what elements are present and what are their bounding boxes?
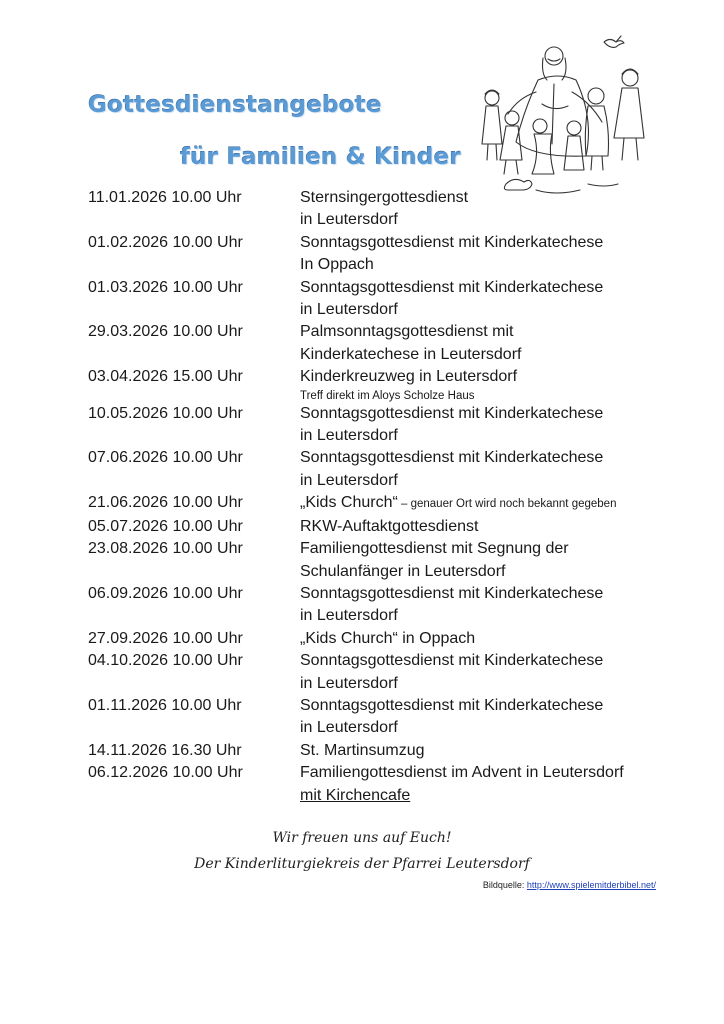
event-row [88, 277, 688, 322]
credit-label: Bildquelle: [482, 880, 525, 890]
event-title: St. Martinsumzug [300, 741, 425, 759]
event-title: Sonntagsgottesdienst mit Kinderkatechese [300, 278, 604, 296]
event-row [88, 695, 688, 740]
page-subtitle: für Familien & Kinder [180, 144, 461, 170]
event-location: in Leutersdorf [300, 607, 398, 625]
jesus-with-children-drawing-icon [476, 34, 658, 204]
event-title: RKW-Auftaktgottesdienst [300, 517, 479, 535]
event-title: Palmsonntagsgottesdienst mit [300, 323, 514, 341]
event-row [88, 628, 688, 650]
event-title: Sternsingergottesdienst [300, 189, 469, 206]
event-title: „Kids Church“ [300, 494, 398, 512]
event-note: Treff direkt im Aloys Scholze Haus [300, 389, 475, 402]
event-row [88, 583, 688, 628]
event-date: 06.12.2026 10.00 Uhr [88, 764, 243, 782]
event-date: 06.09.2026 10.00 Uhr [88, 584, 243, 602]
event-date: 04.10.2026 10.00 Uhr [88, 652, 243, 670]
closing-greeting: Wir freuen uns auf Euch! [272, 830, 452, 846]
event-date: 01.11.2026 10.00 Uhr [88, 696, 242, 714]
event-note: – genauer Ort wird noch bekannt gegeben [397, 498, 617, 511]
event-title: Sonntagsgottesdienst mit Kinderkatechese [300, 696, 604, 714]
event-date: 01.02.2026 10.00 Uhr [88, 233, 243, 251]
credit-link[interactable]: http://www.spielemitderbibel.net/ [526, 880, 656, 890]
closing-signature: Der Kinderliturgiekreis der Pfarrei Leutersdorf [194, 856, 530, 872]
event-location: in Leutersdorf [300, 674, 398, 692]
event-title: Sonntagsgottesdienst mit Kinderkatechese [300, 404, 604, 422]
event-row [88, 232, 688, 277]
event-title: Sonntagsgottesdienst mit Kinderkatechese [300, 233, 604, 251]
image-credit [483, 880, 656, 890]
event-date: 21.06.2026 10.00 Uhr [88, 494, 243, 512]
event-title-wrapper [300, 492, 688, 515]
event-date: 27.09.2026 10.00 Uhr [88, 629, 243, 647]
event-location: in Leutersdorf [300, 471, 398, 489]
event-title: Sonntagsgottesdienst mit Kinderkatechese [300, 584, 604, 602]
event-title: „Kids Church“ in Oppach [300, 629, 476, 647]
event-row [88, 516, 688, 538]
event-date: 03.04.2026 15.00 Uhr [88, 368, 243, 386]
event-row [88, 492, 688, 515]
event-date: 07.06.2026 10.00 Uhr [88, 449, 243, 467]
event-row [88, 366, 688, 402]
event-row [88, 762, 688, 807]
event-row [88, 187, 688, 232]
event-location: In Oppach [300, 256, 374, 274]
event-row [88, 650, 688, 695]
event-location: in Leutersdorf [300, 211, 398, 229]
event-date: 23.08.2026 10.00 Uhr [88, 540, 243, 558]
event-location: Schulanfänger in Leutersdorf [300, 562, 506, 580]
event-date: 10.05.2026 10.00 Uhr [88, 404, 243, 422]
event-row [88, 740, 688, 762]
event-title: Sonntagsgottesdienst mit Kinderkatechese [300, 449, 604, 467]
event-date: 29.03.2026 10.00 Uhr [88, 323, 243, 341]
event-list [88, 187, 688, 807]
event-row [88, 403, 688, 448]
event-location: in Leutersdorf [300, 427, 398, 445]
event-title: Kinderkreuzweg in Leutersdorf [300, 368, 518, 386]
event-date: 01.03.2026 10.00 Uhr [88, 278, 243, 296]
event-location: in Leutersdorf [300, 719, 398, 737]
event-title: Sonntagsgottesdienst mit Kinderkatechese [300, 652, 604, 670]
page-title: Gottesdienstangebote [88, 92, 382, 118]
event-title: Familiengottesdienst im Advent in Leutersdorf [300, 764, 624, 782]
event-extra: mit Kirchencafe [300, 786, 411, 804]
event-row [88, 321, 688, 366]
event-location: in Leutersdorf [300, 301, 398, 319]
event-date: 11.01.2026 10.00 Uhr [88, 189, 242, 206]
event-date: 14.11.2026 16.30 Uhr [88, 741, 242, 759]
event-title: Familiengottesdienst mit Segnung der [300, 540, 569, 558]
event-row [88, 447, 688, 492]
event-location: Kinderkatechese in Leutersdorf [300, 345, 522, 363]
event-row [88, 538, 688, 583]
event-date: 05.07.2026 10.00 Uhr [88, 517, 243, 535]
